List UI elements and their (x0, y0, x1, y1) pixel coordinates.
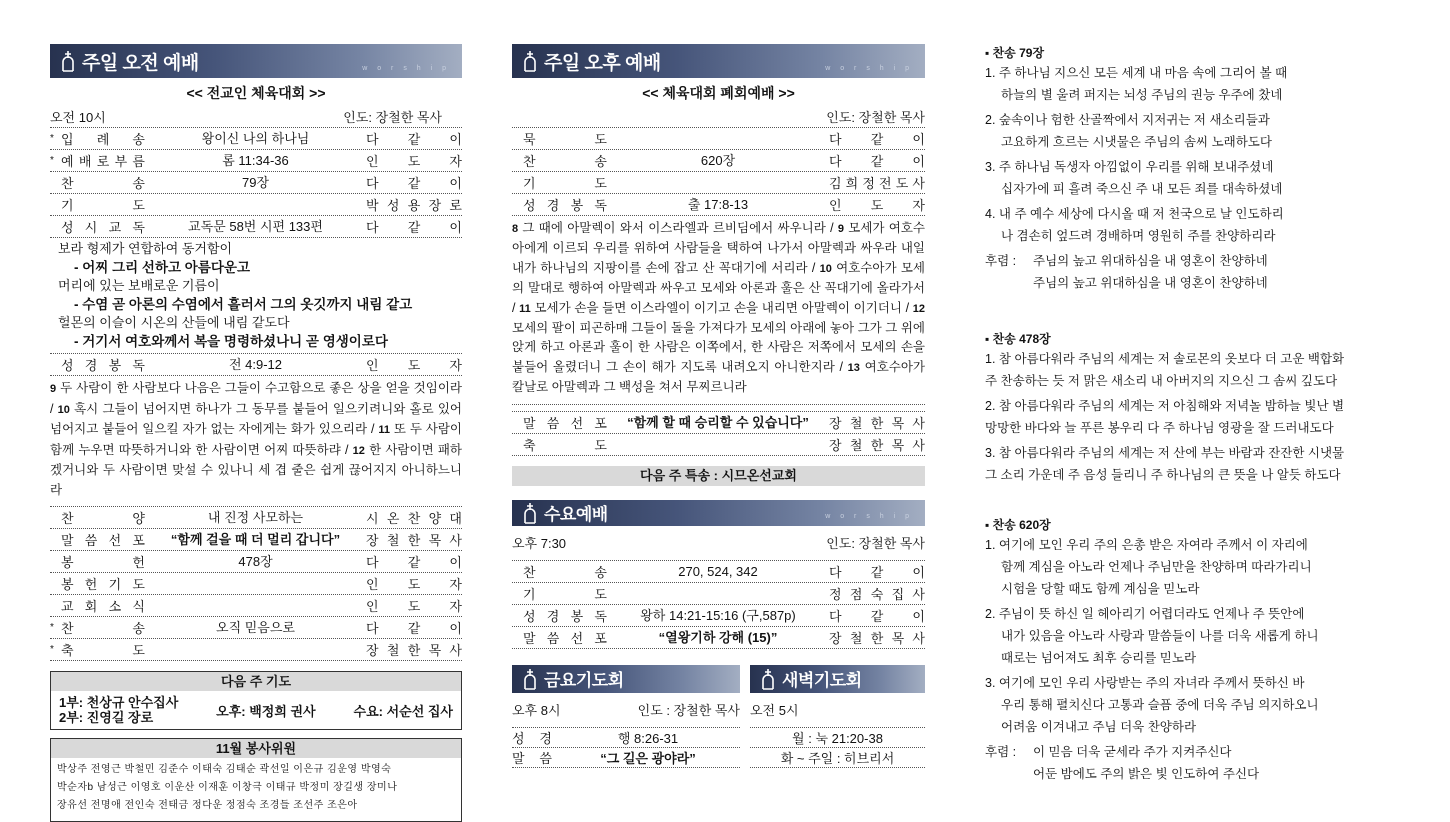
verse-number: 12 (352, 444, 365, 457)
row-person: 인 도 자 (366, 358, 462, 373)
lyric-line: 2. 주님이 뜻 하신 일 헤아리기 어렵더라도 언제나 주 뜻안에 (985, 607, 1305, 621)
verse-number: 9 (837, 223, 844, 235)
row-person: 시 온 찬 양 대 (366, 511, 462, 526)
verse-number: 11 (378, 424, 390, 436)
row-label: 기 도 (61, 198, 145, 213)
chorus-lines (1033, 741, 1259, 785)
service-leader: 인도: 장철한 목사 (343, 109, 442, 125)
service-subtitle: << 체육대회 폐회예배 >> (642, 85, 795, 101)
lyric-line: 우리 통해 펼치신다 고통과 슬픔 중에 더욱 주님 의지하오니 (1001, 698, 1319, 712)
verse-number: 9 (50, 383, 57, 395)
row-content: 478장 (238, 554, 273, 569)
hymn-lyrics (985, 44, 1400, 815)
row-content: “함께 걸을 때 더 멀리 갑니다” (170, 532, 341, 547)
lyric-line: 주님의 높고 위대하심을 내 영혼이 찬양하네 (1033, 254, 1268, 268)
row-person: 인 도 자 (366, 599, 462, 614)
hymn-verse (985, 534, 1400, 600)
required-mark: * (50, 133, 54, 144)
sermon-title: “그 길은 광야라” (600, 750, 696, 766)
lyric-line: 이 믿음 더욱 굳세라 주가 지켜주신다 (1033, 745, 1232, 759)
prayer-first: 1부: 천상규 안수집사 (59, 695, 179, 710)
row-person: 다 같 이 (366, 220, 462, 235)
row-person: 다 같 이 (829, 564, 925, 580)
order-row (512, 627, 925, 649)
church-cross-icon (60, 50, 76, 72)
row-label: 기 도 (523, 586, 607, 602)
order-row (512, 412, 925, 434)
row-label: 성 경 봉 독 (523, 198, 607, 213)
lyric-line: 내가 있음을 아노라 사랑과 말씀들이 나를 더욱 새롭게 하니 (1001, 629, 1319, 643)
verse-text: 모세가 손을 들면 이스라엘이 이기고 손을 내리면 아말렉이 이기더니 / (530, 300, 913, 315)
row-person: 다 같 이 (366, 621, 462, 636)
verse-text: 그 때에 아말렉이 와서 이스라엘과 르비딤에서 싸우니라 / (518, 221, 838, 235)
reading-row (50, 354, 462, 376)
responsive-reading (50, 238, 462, 354)
row-person: 장 철 한 목 사 (829, 630, 925, 646)
order-row (512, 172, 925, 194)
service-time: 오후 7:30 (512, 536, 567, 552)
row-person: 다 같 이 (366, 176, 462, 191)
special-song-bar: 다음 주 특송 : 시므온선교회 (512, 466, 925, 486)
section-title: 주일 오후 예배 (544, 52, 661, 74)
order-row (50, 194, 462, 216)
row-content: 왕이신 나의 하나님 (201, 131, 310, 146)
row-label: 말 씀 선 포 (523, 415, 607, 431)
prayer-second: 2부: 진영길 장로 (59, 710, 154, 725)
order-row (50, 529, 462, 551)
bible-label: 성 경 (512, 730, 552, 746)
order-row (50, 507, 462, 529)
order-list (50, 127, 462, 238)
volunteer-line: 박상주 전영근 박철민 김준수 이태숙 김태순 곽선일 이은규 김운영 박영숙 (57, 764, 392, 775)
verse-number: 13 (847, 361, 860, 374)
morning-banner (50, 44, 462, 78)
lyric-line: 4. 내 주 예수 세상에 다시올 때 저 천국으로 날 인도하리 (985, 207, 1284, 221)
verse-text: 여호수아가 칼날로 아말렉과 그 백성을 쳐서 무찌르니라 (512, 359, 925, 395)
lyric-line: 주님의 높고 위대하심을 내 영혼이 찬양하네 (1033, 276, 1268, 290)
row-label: 성 시 교 독 (61, 220, 145, 235)
order-row (50, 354, 462, 376)
verse-text: 한 사람이면 패하겠거니와 두 사람이면 맞설 수 있나니 세 겹 줄은 쉽게 끊어지지 아니하느니라 (50, 442, 462, 497)
row-content: 롬 11:34-36 (222, 153, 289, 168)
order-row (50, 172, 462, 194)
dawn-rest: 화 ~ 주일 : 히브리서 (750, 748, 925, 768)
row-label: 봉 헌 기 도 (61, 577, 145, 592)
lyric-line: 하늘의 별 울려 퍼지는 뇌성 주님의 권능 우주에 찼네 (1001, 88, 1283, 102)
row-content: 출 17:8-13 (687, 197, 749, 212)
order-row (512, 150, 925, 172)
row-label: 기 도 (523, 176, 607, 191)
verse-text: 또 두 사람이 함께 누우면 따뜻하거니와 한 사람이면 어찌 따뜻하랴 / (50, 422, 463, 457)
wednesday-banner (512, 500, 925, 526)
row-content: 270, 524, 342 (678, 563, 758, 579)
hymn-verse (985, 603, 1400, 669)
row-person: 정 점 숙 집 사 (829, 586, 925, 602)
hymn-title-text: 찬송 478장 (992, 332, 1051, 346)
lyric-line: 1. 주 하나님 지으신 모든 세계 내 마음 속에 그리어 볼 때 (985, 66, 1288, 80)
row-label: 찬 송 (61, 176, 145, 191)
row-person: 장 철 한 목 사 (829, 415, 925, 431)
order-row (50, 573, 462, 595)
lyric-line: 때로는 넘어져도 최후 승리를 믿노라 (1001, 651, 1197, 665)
volunteer-line: 박순자b 남성근 이영호 이운산 이재훈 이창극 이태규 박정미 장길생 장미나 (57, 782, 398, 793)
hymn-verse (985, 156, 1400, 200)
lyric-line: 망망한 바다와 늘 푸른 봉우리 다 주 하나님 영광을 잘 드러내도다 (985, 421, 1334, 435)
banner-tag: w o r s h i p (362, 65, 450, 72)
section-title: 금요기도회 (544, 671, 624, 691)
lyric-line: 십자가에 피 흘려 죽으신 주 내 모든 죄를 대속하셨네 (1001, 182, 1283, 196)
required-mark: * (50, 155, 54, 166)
volunteer-line: 장유선 전명애 전인숙 전태금 정다운 정점숙 조경들 조선주 조은아 (57, 800, 358, 811)
order-row (512, 194, 925, 216)
row-person: 다 같 이 (829, 608, 925, 624)
hymn-verse (985, 109, 1400, 153)
hymn-verse (985, 442, 1400, 486)
row-label: 찬 송 (61, 621, 145, 636)
morning-service (50, 44, 462, 822)
friday-time: 오후 8시 (512, 703, 561, 719)
hymn-title (985, 44, 1400, 62)
scripture-passage (50, 376, 462, 507)
lyric-line: 주 찬송하는 듯 저 맑은 새소리 내 아버지의 지으신 그 솜씨 깊도다 (985, 374, 1338, 388)
row-label: 교 회 소 식 (61, 599, 145, 614)
lyric-line: 어려움 이겨내고 주님 더욱 찬양하라 (1001, 720, 1197, 734)
row-content: 오직 믿음으로 (216, 620, 295, 635)
lyric-line: 나 겸손히 엎드려 경배하며 영원히 주를 찬양하리라 (1001, 229, 1276, 243)
row-content: 교독문 58번 시편 133편 (188, 219, 323, 234)
order-row (512, 434, 925, 456)
hymn-title (985, 516, 1400, 534)
hymn-title-text: 찬송 620장 (992, 518, 1051, 532)
chorus-label: 후렴 : (985, 254, 1017, 268)
row-person: 인 도 자 (366, 577, 462, 592)
row-label: 입 례 송 (61, 132, 145, 147)
banner-tag: w o r s h i p (825, 65, 913, 72)
verse-number: 11 (519, 302, 531, 315)
sermon-label: 말 씀 (512, 750, 552, 766)
hymn-verse (985, 62, 1400, 106)
row-label: 말 씀 선 포 (523, 630, 607, 646)
lyric-line: 그 소리 가운데 주 음성 들리니 주 하나님의 큰 뜻을 나 알듯 하도다 (985, 468, 1341, 482)
row-person: 박 성 용 장 로 (366, 198, 462, 213)
square-bullet-icon: ▪ (985, 518, 993, 532)
row-person: 김 희 정 전 도 사 (829, 176, 925, 191)
row-content: “열왕기하 강해 (15)” (658, 629, 778, 645)
order-row (512, 605, 925, 627)
row-content: “함께 할 때 승리할 수 있습니다” (627, 414, 809, 430)
hymn-block (985, 516, 1400, 785)
reading-line: - 거기서 여호와께서 복을 명령하셨나니 곧 영생이로다 (74, 333, 388, 349)
verse-number: 12 (912, 302, 925, 315)
required-mark: * (50, 622, 54, 633)
row-label: 예 배 로 부 름 (61, 154, 145, 169)
hymn-title (985, 330, 1400, 348)
hymn-verse (985, 672, 1400, 738)
section-title: 주일 오전 예배 (82, 52, 199, 74)
lyric-line: 3. 여기에 모인 우리 사랑받는 주의 자녀라 주께서 뜻하신 바 (985, 676, 1305, 690)
verse-text: 모세가 여호수아에게 이르되 우리를 위하여 사람들을 택하여 나가서 아말렉과 싸우라 내일 내가 하나님의 지팡이를 손에 잡고 산 꼭대기에 서리라 / (512, 221, 925, 275)
hymn-chorus (985, 741, 1400, 785)
friday-leader: 인도 : 장철한 목사 (637, 703, 740, 719)
dawn-banner (750, 665, 925, 693)
row-person: 다 같 이 (366, 555, 462, 570)
order-row (50, 617, 462, 639)
order-row (50, 128, 462, 150)
lyric-line: 시험을 당할 때도 함께 계심을 믿노라 (1001, 582, 1200, 596)
order-row (512, 583, 925, 605)
lyric-line: 고요하게 흐르는 시냇물은 주님의 솜씨 노래하도다 (1001, 135, 1272, 149)
scripture-passage (512, 216, 925, 405)
row-label: 찬 송 (523, 154, 607, 169)
row-person: 장 철 한 목 사 (366, 533, 462, 548)
verse-text: 두 사람이 한 사람보다 나음은 그들이 수고함으로 좋은 상을 얻을 것임이라 / (50, 381, 462, 416)
row-label: 찬 양 (61, 511, 145, 526)
hymn-chorus (985, 250, 1400, 294)
box-title: 11월 봉사위원 (51, 739, 461, 758)
afternoon-service (512, 44, 925, 768)
verse-text: 혹시 그들이 넘어지면 하나가 그 동무를 붙들어 일으키려니와 홀로 있어 넘어지고 붙들어 일으킬 자가 없는 자에게는 화가 있으리라 / (50, 401, 463, 436)
volunteers-box (50, 738, 462, 822)
row-person: 장 철 한 목 사 (829, 437, 925, 453)
section-title: 수요예배 (544, 505, 608, 525)
lyric-line: 1. 참 아름다워라 주님의 세계는 저 솔로몬의 옷보다 더 고운 백합화 (985, 352, 1345, 366)
afternoon-banner (512, 44, 925, 78)
row-person: 다 같 이 (366, 132, 462, 147)
reading-line: 보라 형제가 연합하여 동거함이 (58, 241, 233, 256)
order-row (50, 216, 462, 238)
reading-line: - 어찌 그리 선하고 아름다운고 (74, 259, 250, 275)
prayer-afternoon: 오후: 백정희 권사 (216, 703, 316, 719)
bible-ref: 행 8:26-31 (617, 730, 679, 746)
service-leader: 인도: 장철한 목사 (826, 109, 925, 125)
square-bullet-icon: ▪ (985, 46, 993, 60)
church-cross-icon (522, 502, 538, 524)
hymn-block (985, 44, 1400, 294)
lyric-line: 3. 주 하나님 독생자 아낌없이 우리를 위해 보내주셨네 (985, 160, 1274, 174)
reading-line: 머리에 있는 보배로운 기름이 (58, 278, 220, 293)
chorus-label: 후렴 : (985, 745, 1017, 759)
lyric-line: 3. 참 아름다워라 주님의 세계는 저 산에 부는 바람과 잔잔한 시냇물 (985, 446, 1345, 460)
row-label: 묵 도 (523, 132, 607, 147)
row-content: 왕하 14:21-15:16 (구,587p) (640, 607, 796, 623)
row-label: 성 경 봉 독 (61, 358, 145, 373)
hymn-verse (985, 395, 1400, 439)
section-title: 새벽기도회 (782, 671, 862, 691)
row-content: 내 진정 사모하는 (207, 510, 304, 525)
row-label: 봉 헌 (61, 555, 145, 570)
verse-text: 여호수아가 모세의 말대로 행하여 아말렉과 싸우고 모세와 아론과 훌은 산 꼭대기에 올라가서 / (512, 260, 925, 315)
verse-number: 10 (819, 262, 832, 275)
order-list (512, 127, 925, 216)
service-leader: 인도: 장철한 목사 (826, 536, 925, 552)
hymn-block (985, 330, 1400, 486)
row-person: 인 도 자 (829, 198, 925, 213)
box-title: 다음 주 기도 (51, 672, 461, 691)
lyric-line: 어둔 밤에도 주의 밝은 빛 인도하여 주신다 (1033, 767, 1260, 781)
order-list (512, 560, 925, 649)
lyric-line: 1. 여기에 모인 우리 주의 은총 받은 자여라 주께서 이 자리에 (985, 538, 1308, 552)
order-row (50, 595, 462, 617)
order-row (50, 639, 462, 661)
service-subtitle: << 전교인 체육대회 >> (186, 85, 326, 101)
church-cross-icon (522, 668, 538, 690)
order-list (512, 411, 925, 456)
row-person: 인 도 자 (366, 154, 462, 169)
church-cross-icon (522, 50, 538, 72)
church-cross-icon (760, 668, 776, 690)
row-person: 장 철 한 목 사 (366, 643, 462, 658)
friday-prayer (512, 665, 740, 768)
row-person: 다 같 이 (829, 132, 925, 147)
hymn-verse (985, 348, 1400, 392)
reading-line: 헐몬의 이슬이 시온의 산들에 내림 같도다 (58, 315, 290, 330)
row-content: 전 4:9-12 (228, 357, 283, 372)
verse-number: 8 (512, 223, 519, 235)
dawn-time: 오전 5시 (750, 703, 799, 719)
row-label: 축 도 (61, 643, 145, 658)
banner-tag: w o r s h i p (825, 512, 913, 520)
order-row (50, 150, 462, 172)
lyric-line: 함께 계심을 아노라 언제나 주님만을 찬양하며 따라가리니 (1001, 560, 1312, 574)
row-label: 찬 송 (523, 564, 607, 580)
order-row (512, 561, 925, 583)
reading-line: - 수염 곧 아론의 수염에서 흘러서 그의 옷깃까지 내림 같고 (74, 296, 413, 312)
verse-text: 모세의 팔이 피곤하매 그들이 돌을 가져다가 모세의 아래에 놓아 그가 그 위에 앉게 하고 아론과 훌이 한 사람은 이쪽에서, 한 사람은 저쪽에서 모세의 손을 붙들어 올렸더니 그 손이 해가 지도록 내려오지 아니한지라 / (512, 321, 925, 374)
dawn-prayer (750, 665, 925, 768)
friday-banner (512, 665, 740, 693)
chorus-lines (1033, 250, 1268, 294)
hymn-title-text: 찬송 79장 (992, 46, 1045, 60)
service-time: 오전 10시 (50, 109, 106, 125)
row-label: 축 도 (523, 437, 607, 453)
required-mark: * (50, 644, 54, 655)
square-bullet-icon: ▪ (985, 332, 993, 346)
row-person: 다 같 이 (829, 154, 925, 169)
order-row (512, 128, 925, 150)
hymn-verse (985, 203, 1400, 247)
lyric-line: 2. 숲속이나 험한 산골짝에서 지저귀는 저 새소리들과 (985, 113, 1270, 127)
row-content: 620장 (700, 153, 736, 168)
row-label: 성 경 봉 독 (523, 608, 607, 624)
order-row (50, 551, 462, 573)
row-label: 말 씀 선 포 (61, 533, 145, 548)
dawn-monday: 월 : 눅 21:20-38 (750, 728, 925, 748)
order-list (50, 507, 462, 661)
volunteer-names (51, 758, 461, 821)
next-week-prayer-box (50, 671, 462, 730)
verse-number: 10 (57, 403, 70, 416)
lyric-line: 2. 참 아름다워라 주님의 세계는 저 아침해와 저녁놀 밤하늘 빛난 별 (985, 399, 1345, 413)
row-content: 79장 (241, 175, 270, 190)
prayer-wednesday: 수요: 서순선 집사 (353, 703, 453, 719)
